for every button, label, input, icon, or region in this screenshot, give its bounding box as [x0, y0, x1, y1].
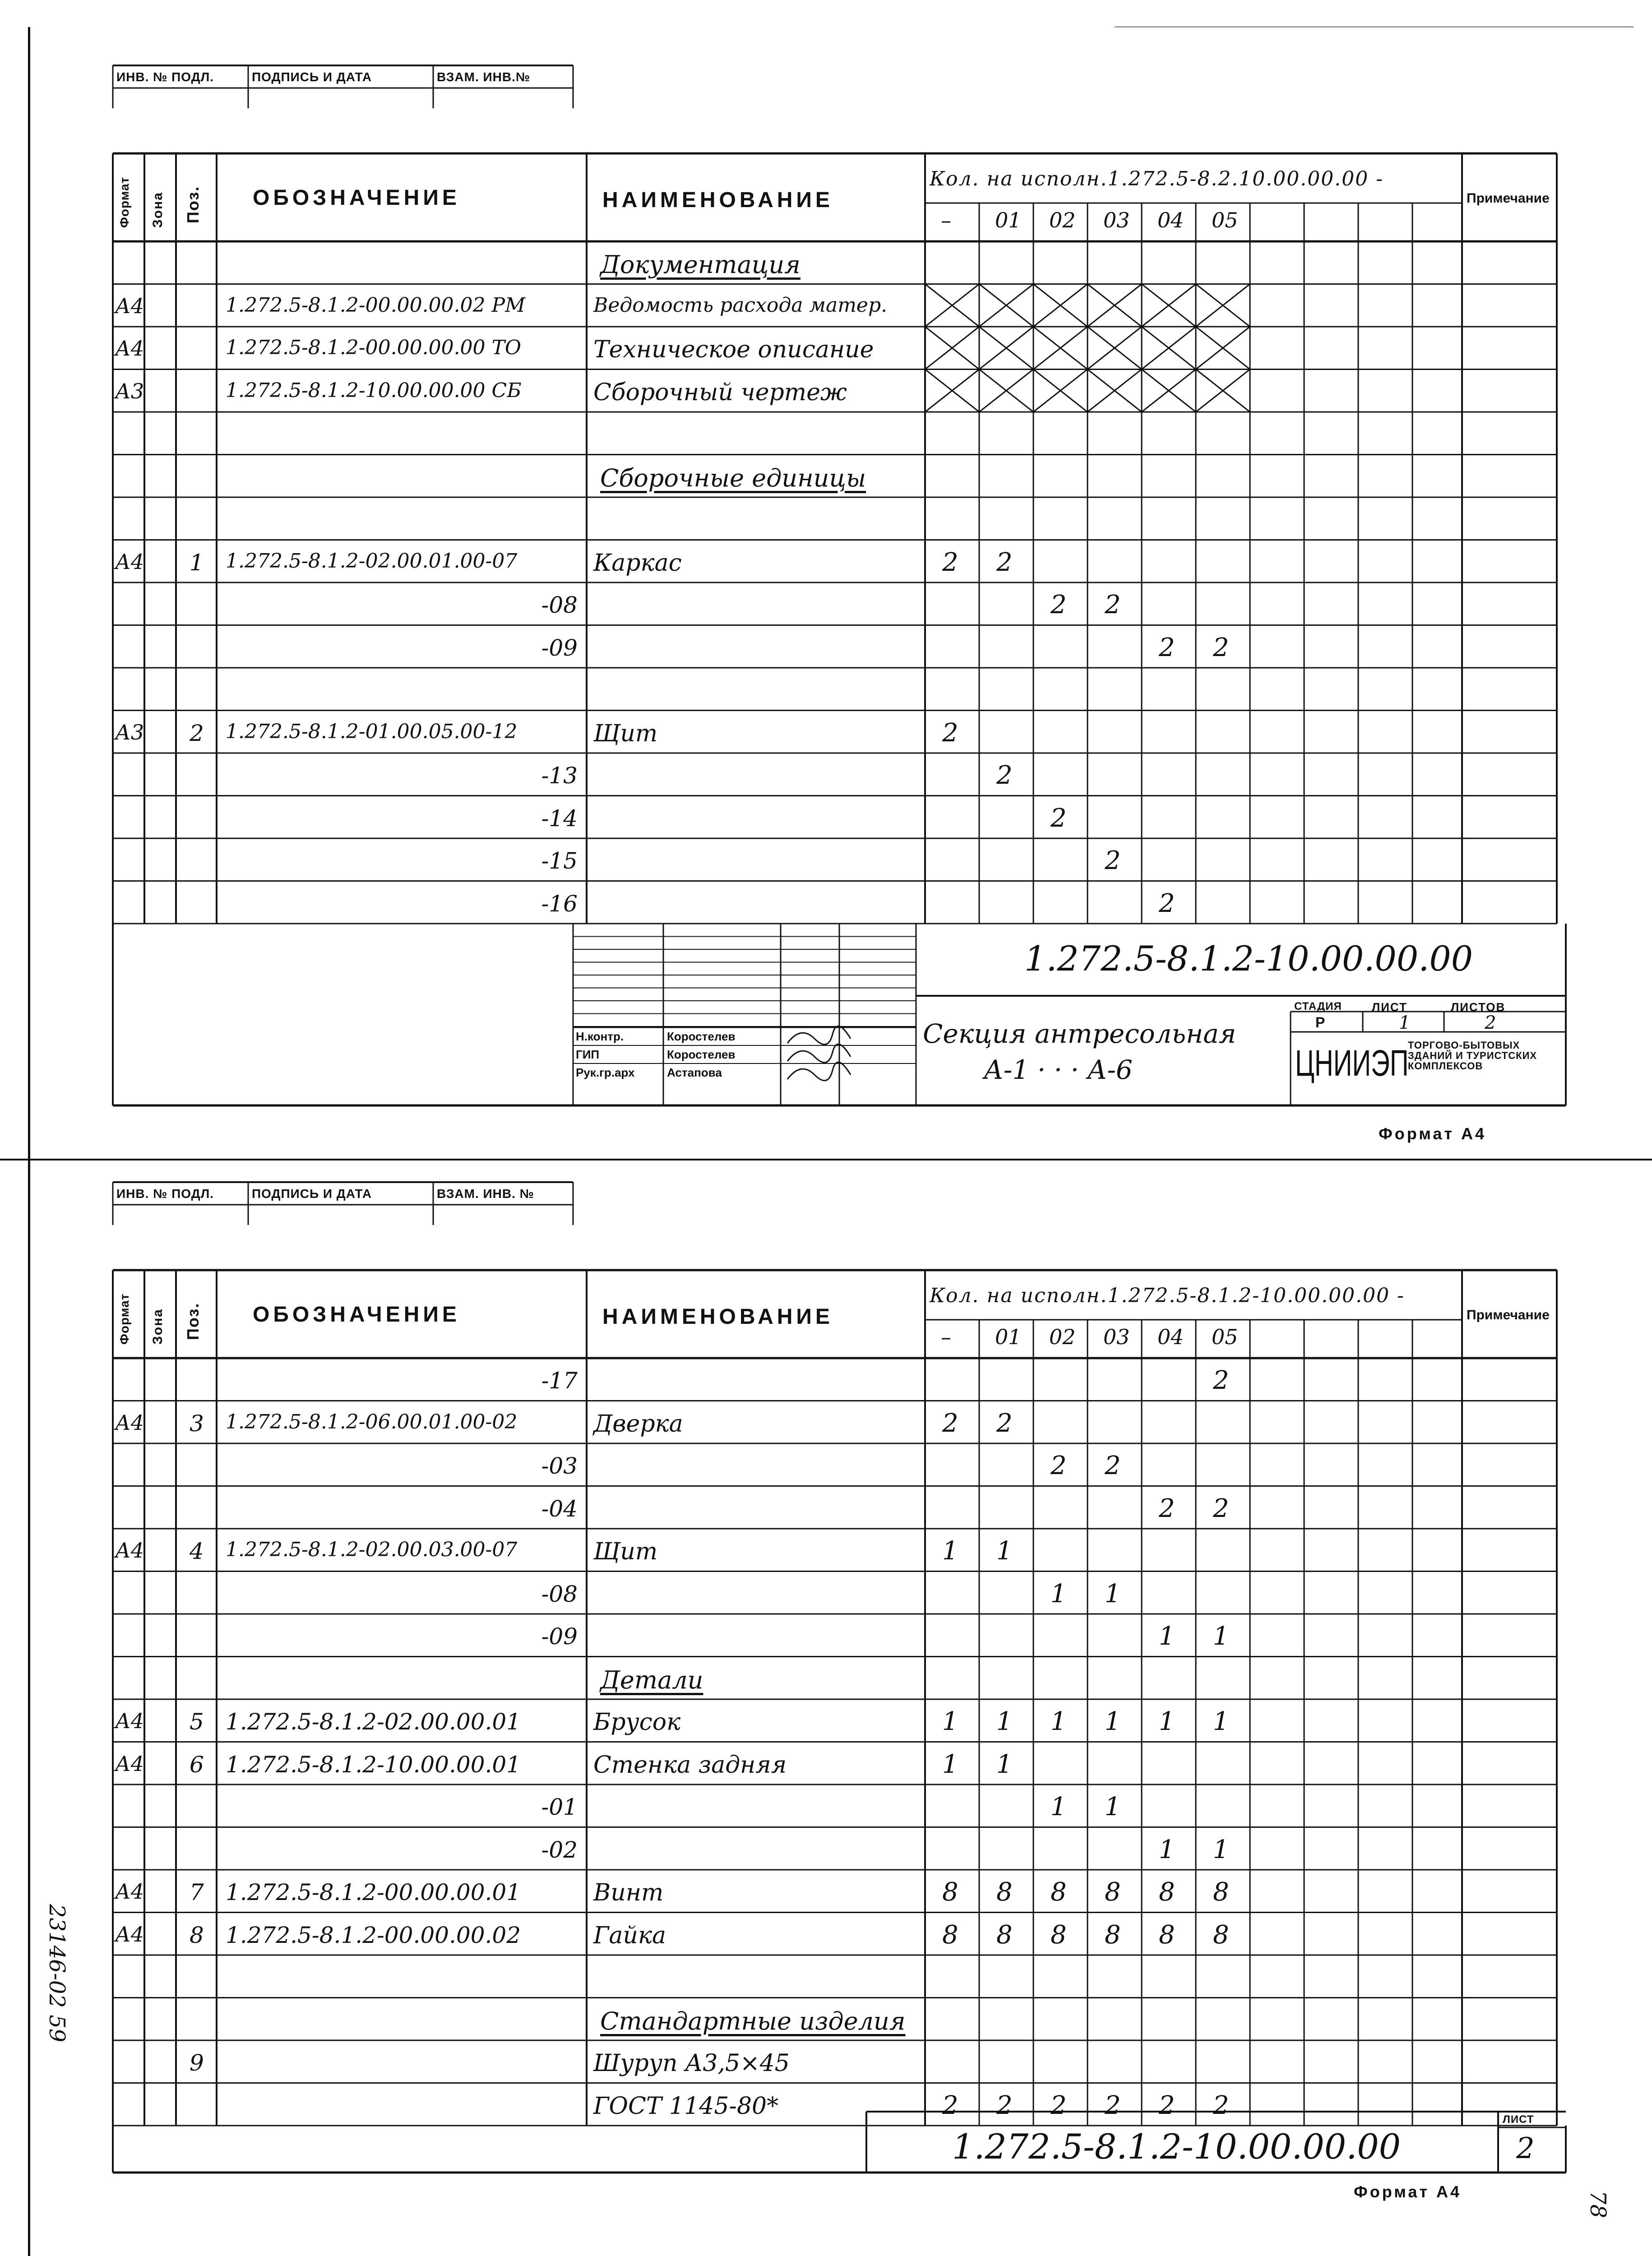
- row-oboznachenie: -03: [541, 1453, 578, 1479]
- row-qty: 8: [1159, 1877, 1175, 1907]
- row-oboznachenie: -02: [541, 1836, 578, 1863]
- row-qty: 1: [1213, 1835, 1229, 1864]
- row-poz: 4: [190, 1538, 204, 1564]
- variant-5: 05: [1212, 1325, 1238, 1349]
- variant-1: 01: [995, 208, 1022, 232]
- row-qty: 1: [1105, 1579, 1121, 1609]
- row-qty: 1: [1105, 1707, 1121, 1736]
- row-naimenovanie: Шуруп А3,5×45: [593, 2050, 790, 2077]
- variant-4: 04: [1157, 208, 1184, 232]
- col-kol: Кол. на исполн.1.272.5-8.1.2-10.00.00.00 -: [930, 1284, 1405, 1307]
- row-qty: 1: [996, 1707, 1013, 1736]
- col-format: Формат: [117, 1293, 131, 1345]
- tb-org-text: ТОРГОВО-БЫТОВЫХ ЗДАНИЙ И ТУРИСТСКИХ КОМПЛЕКСОВ: [1408, 1040, 1537, 1072]
- row-qty: 8: [1105, 1877, 1121, 1907]
- row-oboznachenie: -09: [541, 1623, 578, 1650]
- row-qty: 1: [1050, 1579, 1067, 1609]
- tb-stage-label: СТАДИЯ: [1294, 1000, 1342, 1012]
- row-oboznachenie: 1.272.5-8.1.2-01.00.05.00-12: [226, 720, 518, 743]
- row-naimenovanie: ГОСТ 1145-80*: [593, 2092, 779, 2120]
- row-qty: 1: [942, 1749, 958, 1779]
- variant-4: 04: [1157, 1325, 1184, 1349]
- row-oboznachenie: 1.272.5-8.1.2-02.00.00.01: [226, 1709, 521, 1735]
- row-poz: 1: [190, 549, 204, 576]
- row-qty: 2: [942, 718, 958, 748]
- row-qty: 8: [1213, 1920, 1229, 1950]
- row-qty: 2: [1050, 1451, 1067, 1480]
- row-oboznachenie: 1.272.5-8.1.2-02.00.01.00-07: [226, 549, 518, 573]
- row-poz: 2: [190, 720, 204, 746]
- tb-designation: 1.272.5-8.1.2-10.00.00.00: [1024, 938, 1473, 979]
- row-naimenovanie: Детали: [600, 1665, 703, 1694]
- col-poz: Поз.: [184, 1302, 202, 1340]
- row-oboznachenie: 1.272.5-8.1.2-00.00.00.00 ТО: [226, 336, 521, 359]
- row-format: А4: [115, 336, 144, 361]
- row-qty: 1: [1213, 1622, 1229, 1651]
- row-naimenovanie: Ведомость расхода матер.: [593, 293, 888, 317]
- row-qty: 8: [996, 1877, 1013, 1907]
- row-format: А4: [115, 293, 144, 318]
- row-qty: 2: [1159, 633, 1175, 662]
- tb-title-2: А-1 · · · А-6: [984, 1054, 1133, 1085]
- footer-sheet: 2: [1516, 2132, 1535, 2165]
- row-qty: 8: [1213, 1877, 1229, 1907]
- variant-5: 05: [1212, 208, 1238, 232]
- row-qty: 8: [942, 1877, 958, 1907]
- row-qty: 2: [942, 547, 958, 577]
- row-naimenovanie: Щит: [593, 720, 658, 747]
- row-poz: 9: [190, 2050, 204, 2076]
- row-qty: 2: [1159, 888, 1175, 918]
- row-qty: 8: [1159, 1920, 1175, 1950]
- row-qty: 1: [942, 1536, 958, 1566]
- row-naimenovanie: Документация: [600, 250, 801, 279]
- row-qty: 2: [1105, 2090, 1121, 2120]
- tb-sheet-label: ЛИСТ: [1372, 1000, 1407, 1014]
- signer-name: Коростелев: [667, 1030, 736, 1043]
- row-oboznachenie: -14: [541, 805, 578, 832]
- row-qty: 1: [1159, 1707, 1175, 1736]
- header-vzam: ВЗАМ. ИНВ.№: [437, 70, 531, 84]
- row-qty: 2: [942, 2090, 958, 2120]
- row-qty: 2: [1105, 1451, 1121, 1480]
- header-podpis: ПОДПИСЬ И ДАТА: [252, 70, 372, 84]
- row-qty: 8: [1050, 1920, 1067, 1950]
- variant-1: 01: [995, 1325, 1022, 1349]
- col-naimenovanie: НАИМЕНОВАНИЕ: [602, 1305, 833, 1329]
- tb-sheets: 2: [1485, 1012, 1496, 1033]
- row-poz: 5: [190, 1709, 204, 1735]
- row-naimenovanie: Стандартные изделия: [600, 2006, 906, 2035]
- col-oboznachenie: ОБОЗНАЧЕНИЕ: [253, 186, 460, 210]
- row-qty: 1: [1105, 1792, 1121, 1821]
- row-format: А4: [115, 1879, 144, 1904]
- variant-3: 03: [1103, 208, 1130, 232]
- row-format: А4: [115, 549, 144, 574]
- col-primechanie: Примечание: [1467, 191, 1550, 206]
- row-qty: 2: [1213, 2090, 1229, 2120]
- header-inv-podl: ИНВ. № ПОДЛ.: [116, 70, 214, 84]
- row-qty: 2: [996, 1408, 1013, 1438]
- row-naimenovanie: Гайка: [593, 1922, 666, 1949]
- row-qty: 1: [996, 1749, 1013, 1779]
- footer-sheet-label: ЛИСТ: [1503, 2113, 1534, 2126]
- row-qty: 8: [1105, 1920, 1121, 1950]
- row-format: А4: [115, 1709, 144, 1733]
- row-qty: 1: [1159, 1622, 1175, 1651]
- col-naimenovanie: НАИМЕНОВАНИЕ: [602, 188, 833, 212]
- corner-number: 78: [1585, 2191, 1610, 2219]
- row-qty: 2: [1105, 846, 1121, 875]
- row-qty: 2: [1213, 633, 1229, 662]
- variant-2: 02: [1049, 208, 1076, 232]
- row-naimenovanie: Каркас: [593, 549, 682, 577]
- row-oboznachenie: 1.272.5-8.1.2-10.00.00.00 СБ: [226, 379, 522, 402]
- variant-0: –: [941, 208, 951, 232]
- col-oboznachenie: ОБОЗНАЧЕНИЕ: [253, 1303, 460, 1327]
- row-oboznachenie: -17: [541, 1368, 578, 1394]
- col-zona: Зона: [150, 1308, 165, 1345]
- col-poz: Поз.: [184, 185, 202, 223]
- row-qty: 1: [1050, 1792, 1067, 1821]
- variant-0: –: [941, 1325, 951, 1349]
- row-naimenovanie: Брусок: [593, 1709, 681, 1736]
- row-format: А4: [115, 1922, 144, 1946]
- row-qty: 2: [942, 1408, 958, 1438]
- tb-stage: Р: [1315, 1014, 1327, 1031]
- row-oboznachenie: -09: [541, 634, 578, 661]
- row-qty: 2: [1159, 1493, 1175, 1523]
- footer-designation: 1.272.5-8.1.2-10.00.00.00: [952, 2127, 1401, 2167]
- row-qty: 2: [1213, 1366, 1229, 1395]
- row-qty: 1: [1050, 1707, 1067, 1736]
- row-qty: 2: [1159, 2090, 1175, 2120]
- format-label: Формат А4: [1379, 1124, 1487, 1143]
- row-format: А4: [115, 1538, 144, 1563]
- row-oboznachenie: 1.272.5-8.1.2-02.00.03.00-07: [226, 1538, 518, 1561]
- row-qty: 2: [1050, 2090, 1067, 2120]
- row-naimenovanie: Дверка: [593, 1410, 683, 1438]
- row-qty: 1: [942, 1707, 958, 1736]
- tb-sheets-label: ЛИСТОВ: [1451, 1000, 1506, 1014]
- row-qty: 2: [996, 761, 1013, 790]
- row-format: А3: [115, 720, 144, 744]
- row-naimenovanie: Сборочный чертеж: [593, 379, 847, 406]
- variant-3: 03: [1103, 1325, 1130, 1349]
- col-zona: Зона: [150, 192, 165, 228]
- signer-role: ГИП: [576, 1048, 600, 1061]
- row-qty: 8: [942, 1920, 958, 1950]
- row-oboznachenie: -13: [541, 763, 578, 789]
- row-oboznachenie: -16: [541, 890, 578, 917]
- variant-2: 02: [1049, 1325, 1076, 1349]
- row-oboznachenie: -01: [541, 1794, 578, 1820]
- row-qty: 2: [1105, 590, 1121, 619]
- row-naimenovanie: Щит: [593, 1538, 658, 1565]
- col-format: Формат: [117, 176, 131, 228]
- col-primechanie: Примечание: [1467, 1308, 1550, 1322]
- row-oboznachenie: 1.272.5-8.1.2-00.00.00.02: [226, 1922, 521, 1948]
- tb-sheet: 1: [1399, 1012, 1411, 1033]
- row-qty: 1: [1213, 1707, 1229, 1736]
- row-qty: 1: [1159, 1835, 1175, 1864]
- row-oboznachenie: 1.272.5-8.1.2-06.00.01.00-02: [226, 1410, 518, 1433]
- row-qty: 1: [996, 1536, 1013, 1566]
- row-oboznachenie: -15: [541, 848, 578, 874]
- row-qty: 8: [1050, 1877, 1067, 1907]
- header-inv-podl: ИНВ. № ПОДЛ.: [116, 1187, 214, 1201]
- row-naimenovanie: Техническое описание: [593, 336, 874, 363]
- row-oboznachenie: -08: [541, 1581, 578, 1607]
- tb-org-logo: ЦНИИЭП: [1295, 1043, 1409, 1084]
- row-oboznachenie: 1.272.5-8.1.2-00.00.00.01: [226, 1879, 521, 1905]
- row-poz: 8: [190, 1922, 204, 1948]
- format-label: Формат А4: [1354, 2182, 1462, 2201]
- signer-name: Астапова: [667, 1066, 722, 1079]
- row-format: А4: [115, 1410, 144, 1435]
- row-poz: 6: [190, 1751, 204, 1778]
- row-qty: 2: [1050, 803, 1067, 833]
- tb-title-1: Секция антресольная: [923, 1018, 1236, 1049]
- row-qty: 8: [996, 1920, 1013, 1950]
- signer-name: Коростелев: [667, 1048, 736, 1061]
- row-poz: 7: [190, 1879, 204, 1905]
- row-format: А3: [115, 379, 144, 403]
- side-stamp: 23146-02 59: [44, 1904, 69, 2043]
- row-oboznachenie: 1.272.5-8.1.2-10.00.00.01: [226, 1751, 521, 1778]
- row-poz: 3: [190, 1410, 204, 1437]
- header-podpis: ПОДПИСЬ И ДАТА: [252, 1187, 372, 1201]
- row-naimenovanie: Винт: [593, 1879, 664, 1906]
- row-qty: 2: [1050, 590, 1067, 619]
- row-oboznachenie: -04: [541, 1495, 578, 1522]
- row-naimenovanie: Стенка задняя: [593, 1751, 787, 1779]
- row-qty: 2: [996, 2090, 1013, 2120]
- row-qty: 2: [996, 547, 1013, 577]
- row-qty: 2: [1213, 1493, 1229, 1523]
- signer-role: Н.контр.: [576, 1030, 624, 1043]
- row-oboznachenie: 1.272.5-8.1.2-00.00.00.02 РМ: [226, 293, 526, 317]
- col-kol: Кол. на исполн.1.272.5-8.2.10.00.00.00 -: [930, 167, 1384, 190]
- row-naimenovanie: Сборочные единицы: [600, 463, 866, 492]
- row-oboznachenie: -08: [541, 592, 578, 618]
- header-vzam: ВЗАМ. ИНВ. №: [437, 1187, 534, 1201]
- signer-role: Рук.гр.арх: [576, 1066, 635, 1079]
- row-format: А4: [115, 1751, 144, 1776]
